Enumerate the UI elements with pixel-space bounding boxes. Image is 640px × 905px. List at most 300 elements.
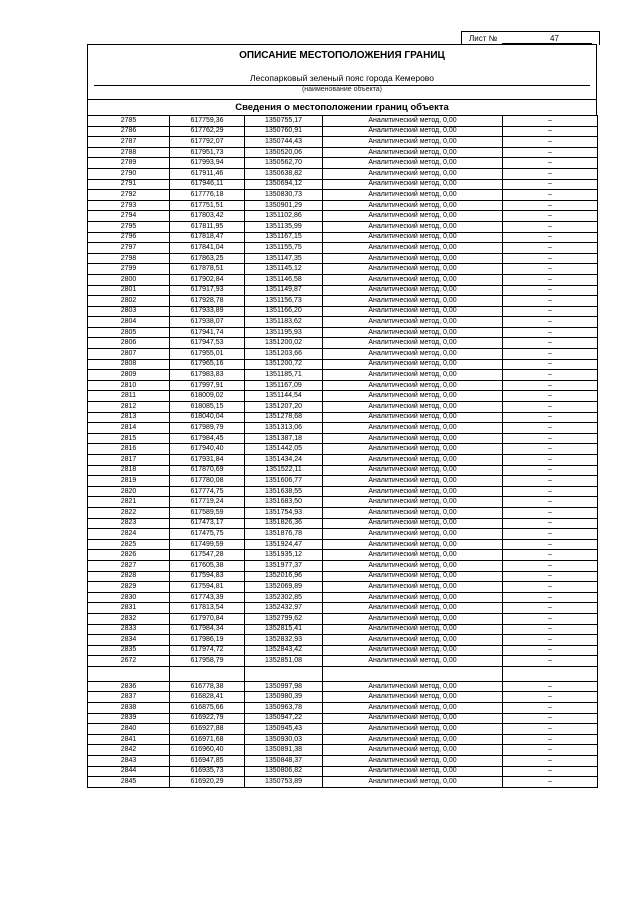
accuracy-cell: – [503, 624, 598, 635]
x-coordinate-cell: 616927,88 [170, 724, 245, 735]
y-coordinate-cell: 1351977,37 [245, 560, 323, 571]
table-row [88, 681, 598, 692]
accuracy-cell: – [503, 766, 598, 777]
x-coordinate-cell: 616875,66 [170, 703, 245, 714]
x-coordinate-cell: 617803,42 [170, 211, 245, 222]
x-coordinate-cell: 617841,04 [170, 243, 245, 254]
method-cell: Аналитический метод, 0,00 [323, 116, 503, 127]
sheet-label: Лист № [469, 34, 498, 43]
accuracy-cell: – [503, 497, 598, 508]
point-number-cell: 2803 [88, 306, 170, 317]
point-number-cell: 2805 [88, 327, 170, 338]
accuracy-cell: – [503, 592, 598, 603]
method-cell: Аналитический метод, 0,00 [323, 296, 503, 307]
table-row [88, 402, 598, 413]
point-number-cell: 2797 [88, 243, 170, 254]
table-row [88, 507, 598, 518]
method-cell: Аналитический метод, 0,00 [323, 338, 503, 349]
x-coordinate-cell: 616920,29 [170, 777, 245, 788]
document-title: ОПИСАНИЕ МЕСТОПОЛОЖЕНИЯ ГРАНИЦ [239, 50, 445, 61]
table-row [88, 745, 598, 756]
x-coordinate-cell: 617818,47 [170, 232, 245, 243]
accuracy-cell: – [503, 734, 598, 745]
accuracy-cell: – [503, 412, 598, 423]
point-number-cell: 2790 [88, 168, 170, 179]
method-cell: Аналитический метод, 0,00 [323, 158, 503, 169]
method-cell: Аналитический метод, 0,00 [323, 327, 503, 338]
x-coordinate-cell: 617984,45 [170, 433, 245, 444]
point-number-cell: 2819 [88, 476, 170, 487]
table-row [88, 412, 598, 423]
accuracy-cell: – [503, 126, 598, 137]
accuracy-cell: – [503, 550, 598, 561]
table-row [88, 724, 598, 735]
table-row [88, 539, 598, 550]
y-coordinate-cell: 1351167,15 [245, 232, 323, 243]
method-cell: Аналитический метод, 0,00 [323, 656, 503, 667]
table-row [88, 158, 598, 169]
method-cell: Аналитический метод, 0,00 [323, 692, 503, 703]
accuracy-cell: – [503, 560, 598, 571]
method-cell: Аналитический метод, 0,00 [323, 391, 503, 402]
accuracy-cell: – [503, 147, 598, 158]
y-coordinate-cell: 1351606,77 [245, 476, 323, 487]
point-number-cell: 2798 [88, 253, 170, 264]
method-cell: Аналитический метод, 0,00 [323, 423, 503, 434]
x-coordinate-cell: 617762,29 [170, 126, 245, 137]
y-coordinate-cell: 1351313,06 [245, 423, 323, 434]
table-row [88, 243, 598, 254]
table-row [88, 296, 598, 307]
y-coordinate-cell: 1351200,02 [245, 338, 323, 349]
table-row [88, 571, 598, 582]
y-coordinate-cell: 1351638,55 [245, 486, 323, 497]
y-coordinate-cell: 1352799,62 [245, 613, 323, 624]
y-coordinate-cell: 1352432,97 [245, 603, 323, 614]
accuracy-cell: – [503, 603, 598, 614]
accuracy-cell: – [503, 274, 598, 285]
point-number-cell: 2820 [88, 486, 170, 497]
accuracy-cell: – [503, 137, 598, 148]
x-coordinate-cell: 617863,25 [170, 253, 245, 264]
accuracy-cell: – [503, 455, 598, 466]
method-cell: Аналитический метод, 0,00 [323, 518, 503, 529]
x-coordinate-cell: 617473,17 [170, 518, 245, 529]
method-cell: Аналитический метод, 0,00 [323, 777, 503, 788]
accuracy-cell: – [503, 402, 598, 413]
y-coordinate-cell: 1351156,73 [245, 296, 323, 307]
table-row [88, 656, 598, 667]
point-number-cell: 2818 [88, 465, 170, 476]
point-number-cell: 2832 [88, 613, 170, 624]
method-cell: Аналитический метод, 0,00 [323, 613, 503, 624]
point-number-cell: 2791 [88, 179, 170, 190]
x-coordinate-cell: 617594,81 [170, 582, 245, 593]
x-coordinate-cell: 617970,84 [170, 613, 245, 624]
method-cell: Аналитический метод, 0,00 [323, 539, 503, 550]
x-coordinate-cell: 617986,19 [170, 635, 245, 646]
x-coordinate-cell [170, 666, 245, 681]
accuracy-cell: – [503, 613, 598, 624]
table-row [88, 518, 598, 529]
point-number-cell: 2800 [88, 274, 170, 285]
accuracy-cell: – [503, 168, 598, 179]
accuracy-cell: – [503, 656, 598, 667]
point-number-cell: 2830 [88, 592, 170, 603]
y-coordinate-cell: 1351207,20 [245, 402, 323, 413]
method-cell: Аналитический метод, 0,00 [323, 734, 503, 745]
point-number-cell: 2816 [88, 444, 170, 455]
point-number-cell: 2821 [88, 497, 170, 508]
method-cell: Аналитический метод, 0,00 [323, 306, 503, 317]
x-coordinate-cell: 617751,51 [170, 200, 245, 211]
method-cell: Аналитический метод, 0,00 [323, 200, 503, 211]
method-cell: Аналитический метод, 0,00 [323, 253, 503, 264]
accuracy-cell: – [503, 539, 598, 550]
method-cell: Аналитический метод, 0,00 [323, 592, 503, 603]
y-coordinate-cell: 1351195,93 [245, 327, 323, 338]
x-coordinate-cell: 617475,75 [170, 529, 245, 540]
point-number-cell: 2811 [88, 391, 170, 402]
y-coordinate-cell: 1350945,43 [245, 724, 323, 735]
table-row [88, 423, 598, 434]
accuracy-cell: – [503, 433, 598, 444]
table-row [88, 221, 598, 232]
x-coordinate-cell: 617928,78 [170, 296, 245, 307]
method-cell: Аналитический метод, 0,00 [323, 681, 503, 692]
coordinates-table [87, 115, 598, 788]
point-number-cell: 2787 [88, 137, 170, 148]
accuracy-cell: – [503, 317, 598, 328]
accuracy-cell: – [503, 777, 598, 788]
y-coordinate-cell: 1352815,41 [245, 624, 323, 635]
table-row [88, 645, 598, 656]
accuracy-cell: – [503, 745, 598, 756]
accuracy-cell: – [503, 756, 598, 767]
method-cell: Аналитический метод, 0,00 [323, 380, 503, 391]
coordinates-table-body [88, 116, 598, 788]
y-coordinate-cell: 1351434,24 [245, 455, 323, 466]
y-coordinate-cell: 1351387,18 [245, 433, 323, 444]
method-cell: Аналитический метод, 0,00 [323, 497, 503, 508]
x-coordinate-cell: 617938,07 [170, 317, 245, 328]
y-coordinate-cell: 1352843,42 [245, 645, 323, 656]
table-row [88, 137, 598, 148]
x-coordinate-cell: 617965,16 [170, 359, 245, 370]
section-title: Сведения о местоположении границ объекта [235, 102, 449, 113]
x-coordinate-cell: 617940,40 [170, 444, 245, 455]
blank-row [88, 666, 598, 681]
x-coordinate-cell: 617780,08 [170, 476, 245, 487]
accuracy-cell: – [503, 518, 598, 529]
y-coordinate-cell: 1350520,06 [245, 147, 323, 158]
table-row [88, 777, 598, 788]
method-cell: Аналитический метод, 0,00 [323, 168, 503, 179]
y-coordinate-cell: 1350694,12 [245, 179, 323, 190]
x-coordinate-cell: 617983,83 [170, 370, 245, 381]
method-cell: Аналитический метод, 0,00 [323, 529, 503, 540]
method-cell: Аналитический метод, 0,00 [323, 465, 503, 476]
y-coordinate-cell: 1350901,29 [245, 200, 323, 211]
x-coordinate-cell: 617878,51 [170, 264, 245, 275]
method-cell: Аналитический метод, 0,00 [323, 745, 503, 756]
point-number-cell: 2838 [88, 703, 170, 714]
accuracy-cell: – [503, 703, 598, 714]
point-number-cell: 2788 [88, 147, 170, 158]
y-coordinate-cell: 1350963,78 [245, 703, 323, 714]
accuracy-cell: – [503, 116, 598, 127]
y-coordinate-cell: 1351185,71 [245, 370, 323, 381]
y-coordinate-cell: 1350980,39 [245, 692, 323, 703]
accuracy-cell: – [503, 465, 598, 476]
method-cell: Аналитический метод, 0,00 [323, 486, 503, 497]
method-cell: Аналитический метод, 0,00 [323, 232, 503, 243]
accuracy-cell: – [503, 476, 598, 487]
method-cell: Аналитический метод, 0,00 [323, 412, 503, 423]
accuracy-cell: – [503, 221, 598, 232]
y-coordinate-cell: 1352851,08 [245, 656, 323, 667]
point-number-cell: 2840 [88, 724, 170, 735]
method-cell: Аналитический метод, 0,00 [323, 756, 503, 767]
y-coordinate-cell: 1351147,35 [245, 253, 323, 264]
y-coordinate-cell: 1350830,73 [245, 190, 323, 201]
table-row [88, 253, 598, 264]
x-coordinate-cell: 617941,74 [170, 327, 245, 338]
point-number-cell: 2828 [88, 571, 170, 582]
accuracy-cell: – [503, 507, 598, 518]
accuracy-cell: – [503, 582, 598, 593]
method-cell: Аналитический метод, 0,00 [323, 455, 503, 466]
table-row [88, 560, 598, 571]
accuracy-cell: – [503, 349, 598, 360]
point-number-cell: 2810 [88, 380, 170, 391]
x-coordinate-cell: 617997,91 [170, 380, 245, 391]
table-row [88, 486, 598, 497]
accuracy-cell: – [503, 253, 598, 264]
table-row [88, 264, 598, 275]
table-row [88, 317, 598, 328]
method-cell [323, 666, 503, 681]
table-row [88, 285, 598, 296]
x-coordinate-cell: 617589,59 [170, 507, 245, 518]
y-coordinate-cell: 1350755,17 [245, 116, 323, 127]
accuracy-cell: – [503, 211, 598, 222]
y-coordinate-cell: 1350638,82 [245, 168, 323, 179]
accuracy-cell: – [503, 645, 598, 656]
method-cell: Аналитический метод, 0,00 [323, 126, 503, 137]
x-coordinate-cell: 617947,53 [170, 338, 245, 349]
table-row [88, 380, 598, 391]
table-row [88, 179, 598, 190]
point-number-cell: 2794 [88, 211, 170, 222]
accuracy-cell: – [503, 444, 598, 455]
method-cell: Аналитический метод, 0,00 [323, 179, 503, 190]
method-cell: Аналитический метод, 0,00 [323, 507, 503, 518]
x-coordinate-cell: 617911,46 [170, 168, 245, 179]
table-row [88, 613, 598, 624]
table-row [88, 126, 598, 137]
method-cell: Аналитический метод, 0,00 [323, 624, 503, 635]
y-coordinate-cell: 1351203,66 [245, 349, 323, 360]
y-coordinate-cell: 1351200,72 [245, 359, 323, 370]
point-number-cell: 2836 [88, 681, 170, 692]
method-cell: Аналитический метод, 0,00 [323, 645, 503, 656]
point-number-cell: 2826 [88, 550, 170, 561]
method-cell: Аналитический метод, 0,00 [323, 560, 503, 571]
method-cell: Аналитический метод, 0,00 [323, 317, 503, 328]
table-row [88, 455, 598, 466]
x-coordinate-cell: 616922,79 [170, 713, 245, 724]
table-row [88, 349, 598, 360]
point-number-cell: 2796 [88, 232, 170, 243]
table-row [88, 756, 598, 767]
y-coordinate-cell [245, 666, 323, 681]
method-cell: Аналитический метод, 0,00 [323, 285, 503, 296]
y-coordinate-cell: 1350806,82 [245, 766, 323, 777]
point-number-cell: 2829 [88, 582, 170, 593]
point-number-cell: 2802 [88, 296, 170, 307]
accuracy-cell: – [503, 264, 598, 275]
method-cell: Аналитический метод, 0,00 [323, 349, 503, 360]
accuracy-cell: – [503, 306, 598, 317]
y-coordinate-cell: 1350891,38 [245, 745, 323, 756]
accuracy-cell: – [503, 179, 598, 190]
x-coordinate-cell: 618009,02 [170, 391, 245, 402]
x-coordinate-cell: 617974,72 [170, 645, 245, 656]
y-coordinate-cell: 1350930,03 [245, 734, 323, 745]
accuracy-cell: – [503, 232, 598, 243]
accuracy-cell [503, 666, 598, 681]
table-row [88, 391, 598, 402]
table-row [88, 624, 598, 635]
x-coordinate-cell: 616947,85 [170, 756, 245, 767]
x-coordinate-cell: 617792,07 [170, 137, 245, 148]
y-coordinate-cell: 1350997,98 [245, 681, 323, 692]
method-cell: Аналитический метод, 0,00 [323, 359, 503, 370]
point-number-cell: 2842 [88, 745, 170, 756]
y-coordinate-cell: 1351924,47 [245, 539, 323, 550]
table-row [88, 692, 598, 703]
accuracy-cell: – [503, 681, 598, 692]
point-number-cell: 2789 [88, 158, 170, 169]
point-number-cell: 2812 [88, 402, 170, 413]
point-number-cell: 2844 [88, 766, 170, 777]
x-coordinate-cell: 616960,40 [170, 745, 245, 756]
method-cell: Аналитический метод, 0,00 [323, 190, 503, 201]
table-row [88, 168, 598, 179]
point-number-cell [88, 666, 170, 681]
accuracy-cell: – [503, 423, 598, 434]
x-coordinate-cell: 618085,15 [170, 402, 245, 413]
y-coordinate-cell: 1351155,75 [245, 243, 323, 254]
point-number-cell: 2839 [88, 713, 170, 724]
x-coordinate-cell: 616935,73 [170, 766, 245, 777]
table-row [88, 370, 598, 381]
method-cell: Аналитический метод, 0,00 [323, 243, 503, 254]
y-coordinate-cell: 1351935,12 [245, 550, 323, 561]
method-cell: Аналитический метод, 0,00 [323, 433, 503, 444]
y-coordinate-cell: 1350744,43 [245, 137, 323, 148]
x-coordinate-cell: 617946,11 [170, 179, 245, 190]
y-coordinate-cell: 1352016,96 [245, 571, 323, 582]
point-number-cell: 2837 [88, 692, 170, 703]
accuracy-cell: – [503, 692, 598, 703]
point-number-cell: 2833 [88, 624, 170, 635]
x-coordinate-cell: 616971,68 [170, 734, 245, 745]
accuracy-cell: – [503, 359, 598, 370]
accuracy-cell: – [503, 190, 598, 201]
point-number-cell: 2786 [88, 126, 170, 137]
method-cell: Аналитический метод, 0,00 [323, 264, 503, 275]
table-row [88, 338, 598, 349]
table-row [88, 550, 598, 561]
method-cell: Аналитический метод, 0,00 [323, 444, 503, 455]
point-number-cell: 2835 [88, 645, 170, 656]
point-number-cell: 2809 [88, 370, 170, 381]
table-row [88, 147, 598, 158]
method-cell: Аналитический метод, 0,00 [323, 137, 503, 148]
table-row [88, 433, 598, 444]
method-cell: Аналитический метод, 0,00 [323, 724, 503, 735]
table-row [88, 766, 598, 777]
x-coordinate-cell: 617931,84 [170, 455, 245, 466]
sheet-number: 47 [550, 34, 559, 43]
y-coordinate-cell: 1350562,70 [245, 158, 323, 169]
method-cell: Аналитический метод, 0,00 [323, 582, 503, 593]
point-number-cell: 2841 [88, 734, 170, 745]
point-number-cell: 2824 [88, 529, 170, 540]
accuracy-cell: – [503, 338, 598, 349]
accuracy-cell: – [503, 285, 598, 296]
accuracy-cell: – [503, 635, 598, 646]
point-number-cell: 2843 [88, 756, 170, 767]
table-row [88, 274, 598, 285]
method-cell: Аналитический метод, 0,00 [323, 635, 503, 646]
accuracy-cell: – [503, 380, 598, 391]
point-number-cell: 2817 [88, 455, 170, 466]
table-row [88, 232, 598, 243]
table-row [88, 327, 598, 338]
y-coordinate-cell: 1350760,91 [245, 126, 323, 137]
table-row [88, 211, 598, 222]
accuracy-cell: – [503, 158, 598, 169]
x-coordinate-cell: 617989,79 [170, 423, 245, 434]
point-number-cell: 2795 [88, 221, 170, 232]
table-row [88, 190, 598, 201]
y-coordinate-cell: 1351167,09 [245, 380, 323, 391]
table-row [88, 497, 598, 508]
y-coordinate-cell: 1350848,37 [245, 756, 323, 767]
point-number-cell: 2792 [88, 190, 170, 201]
x-coordinate-cell: 617774,75 [170, 486, 245, 497]
y-coordinate-cell: 1352832,93 [245, 635, 323, 646]
point-number-cell: 2822 [88, 507, 170, 518]
point-number-cell: 2672 [88, 656, 170, 667]
y-coordinate-cell: 1351683,50 [245, 497, 323, 508]
method-cell: Аналитический метод, 0,00 [323, 274, 503, 285]
y-coordinate-cell: 1351144,54 [245, 391, 323, 402]
method-cell: Аналитический метод, 0,00 [323, 550, 503, 561]
table-row [88, 582, 598, 593]
point-number-cell: 2845 [88, 777, 170, 788]
x-coordinate-cell: 617499,59 [170, 539, 245, 550]
accuracy-cell: – [503, 486, 598, 497]
method-cell: Аналитический метод, 0,00 [323, 147, 503, 158]
x-coordinate-cell: 617776,18 [170, 190, 245, 201]
point-number-cell: 2813 [88, 412, 170, 423]
y-coordinate-cell: 1351166,20 [245, 306, 323, 317]
x-coordinate-cell: 617993,94 [170, 158, 245, 169]
